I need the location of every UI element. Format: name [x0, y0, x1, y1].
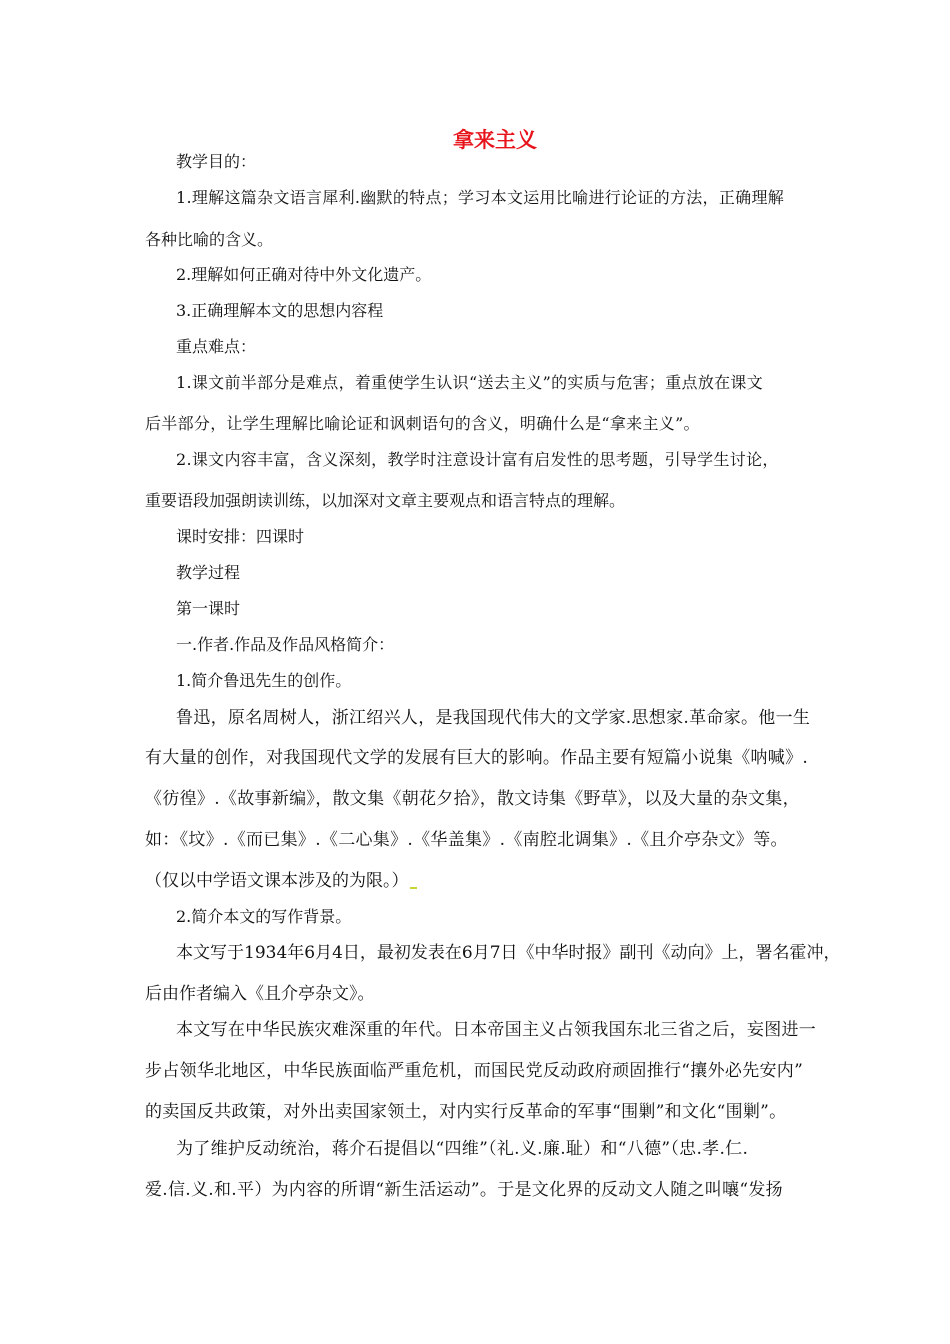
text-line: 的卖国反共政策，对外出卖国家领土，对内实行反革命的军事“围剿”和文化“围剿”。 [145, 1102, 787, 1122]
text-line: 《彷徨》.《故事新编》，散文集《朝花夕拾》，散文诗集《野草》，以及大量的杂文集， [145, 789, 800, 809]
text-line: 如：《坟》.《而已集》.《二心集》.《华盖集》.《南腔北调集》.《且介亭杂文》等。 [145, 830, 788, 850]
text-line: 2.理解如何正确对待中外文化遗产。 [176, 265, 432, 284]
text-line: 教学过程 [176, 563, 241, 582]
text-line: 第一课时 [176, 599, 241, 618]
text-line: 2.课文内容丰富，含义深刻，教学时注意设计富有启发性的思考题，引导学生讨论， [176, 450, 779, 469]
text-span: （仅以中学语文课本涉及的为限。） [145, 871, 409, 891]
text-line: 课时安排：四课时 [176, 527, 305, 546]
text-line: 鲁迅，原名周树人，浙江绍兴人，是我国现代伟大的文学家.思想家.革命家。他一生 [176, 708, 811, 728]
text-line: 1.简介鲁迅先生的创作。 [176, 671, 352, 690]
text-line [176, 337, 256, 357]
text-line: 教学目的： [176, 152, 257, 171]
text-line: 后半部分，让学生理解比喻论证和讽刺语句的含义，明确什么是“拿来主义”。 [145, 414, 700, 433]
text-line [145, 871, 418, 891]
text-line: 步占领华北地区，中华民族面临严重危机，而国民党反动政府顽固推行“攘外必先安内” [145, 1061, 804, 1081]
highlight-mark [410, 887, 417, 889]
text-line: 1.理解这篇杂文语言犀利.幽默的特点；学习本文运用比喻进行论证的方法，正确理解 [176, 188, 785, 207]
text-line: 2.简介本文的写作背景。 [176, 907, 352, 926]
text-line: 1.课文前半部分是难点，着重使学生认识“送去主义”的实质与危害；重点放在课文 [176, 373, 764, 392]
text-line: 后由作者编入《且介亭杂文》。 [145, 984, 375, 1004]
text-line: 有大量的创作，对我国现代文学的发展有巨大的影响。作品主要有短篇小说集《呐喊》. [145, 748, 809, 768]
text-line: 爱.信.义.和.平）为内容的所谓“新生活运动”。于是文化界的反动文人随之叫嚷“发扬 [145, 1180, 783, 1200]
text-line: 重要语段加强朗读训练，以加深对文章主要观点和语言特点的理解。 [145, 491, 626, 510]
text-line: 各种比喻的含义。 [145, 230, 274, 249]
text-span: 重点难点： [176, 337, 257, 356]
text-line: 本文写在中华民族灾难深重的年代。日本帝国主义占领我国东北三省之后，妄图进一 [176, 1020, 817, 1040]
text-line: 3.正确理解本文的思想内容程 [176, 301, 384, 320]
document-title: 拿来主义 [453, 128, 537, 152]
text-line: 本文写于1934年6月4日，最初发表在6月7日《中华时报》副刊《动向》上，署名霍冲， [176, 943, 841, 963]
text-line: 一.作者.作品及作品风格简介： [176, 635, 395, 654]
text-line: 为了维护反动统治，蒋介石提倡以“四维”（礼.义.廉.耻）和“八德”（忠.孝.仁. [176, 1139, 749, 1159]
